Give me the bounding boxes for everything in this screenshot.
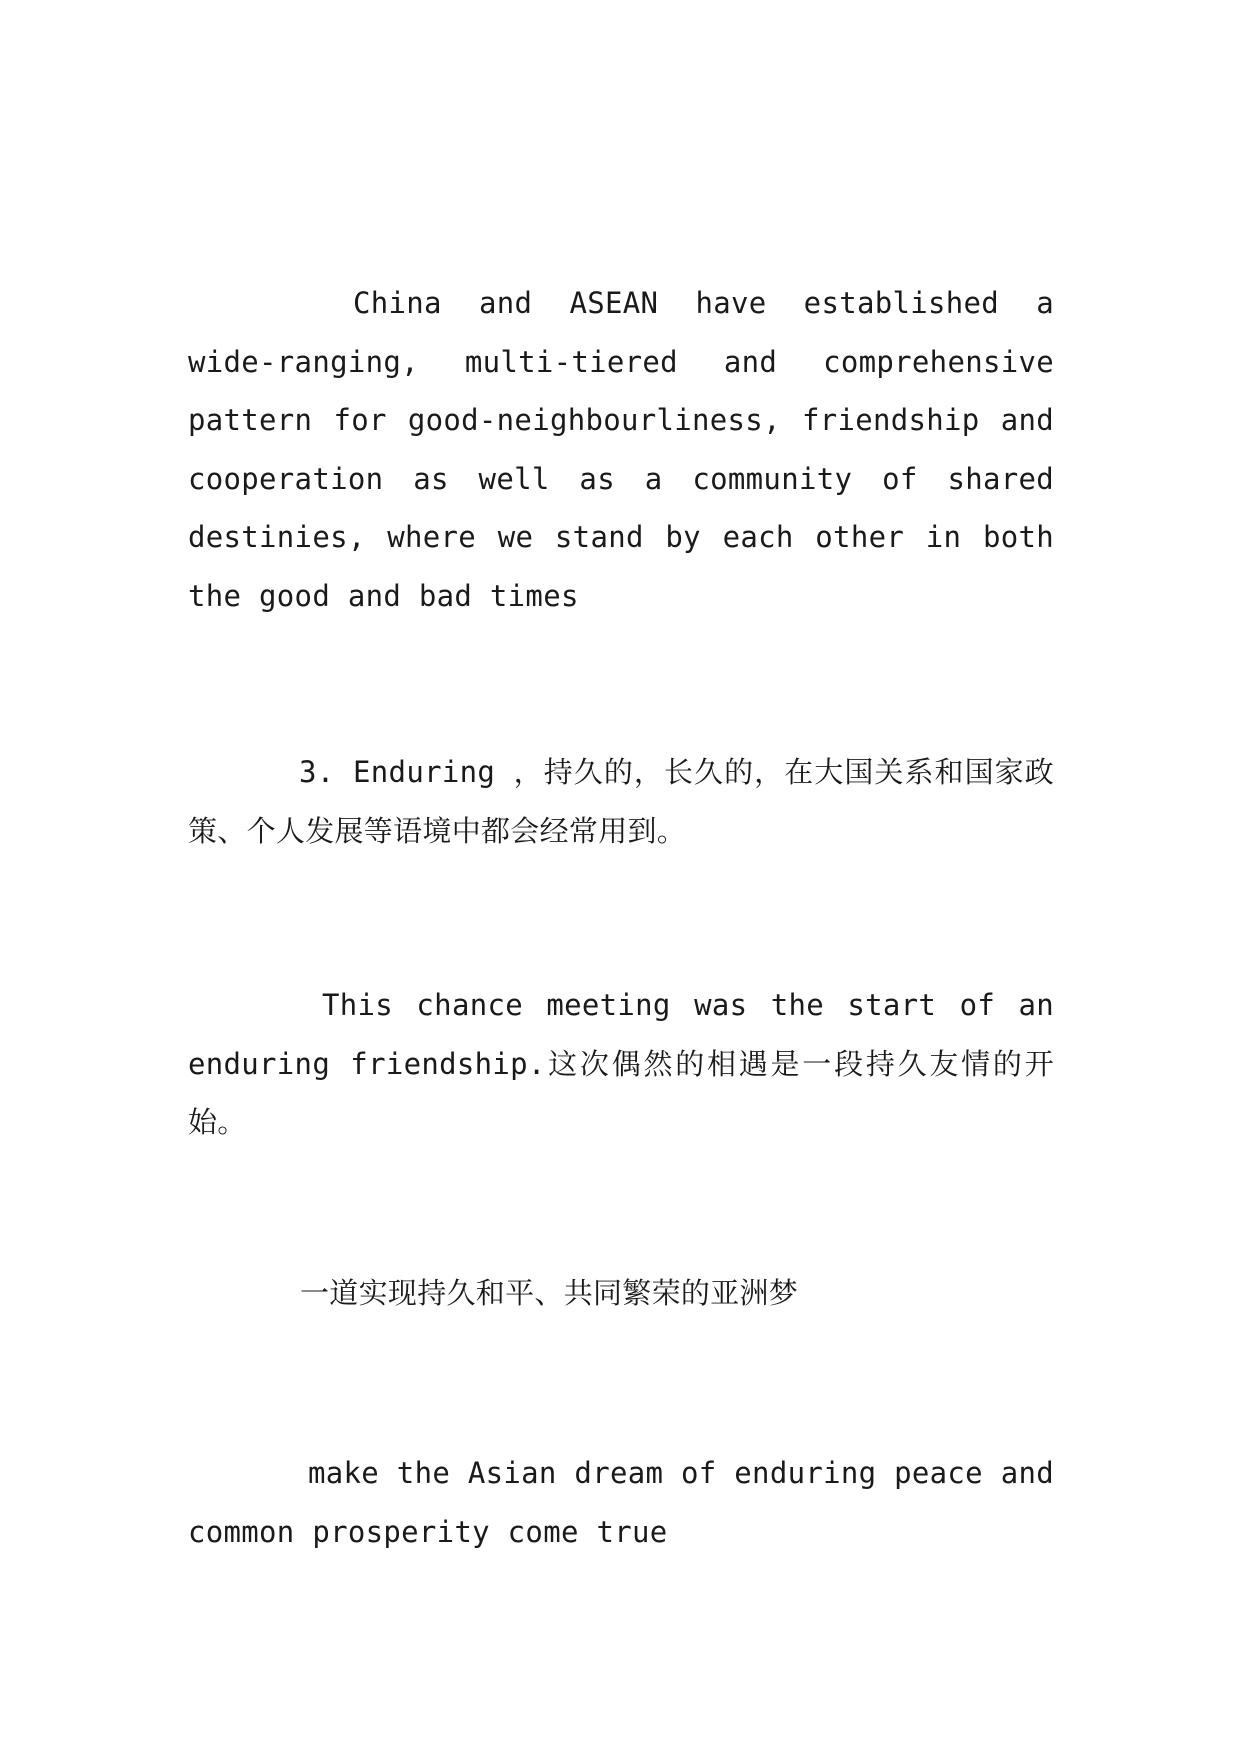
paragraph-example-friendship: This chance meeting was the start of an enduring friendship.这次偶然的相遇是一段持久友情的开始。	[188, 988, 1054, 1139]
paragraph-asian-dream-english: make the Asian dream of enduring peace and common prosperity come true	[188, 1456, 1054, 1549]
paragraph-enduring-definition: 3. Enduring ，持久的，长久的，在大国关系和国家政策、个人发展等语境中都会经常用到。	[188, 755, 1054, 848]
paragraph-china-asean: China and ASEAN have established a wide-ranging, multi-tiered and comprehensive pattern for good-neighbourliness, friendship and cooperation as well as a community of shared destinies, where we stand by each other in both the good and bad times	[188, 286, 1054, 613]
paragraph-asian-dream-chinese: 一道实现持久和平、共同繁荣的亚洲梦	[300, 1276, 799, 1310]
